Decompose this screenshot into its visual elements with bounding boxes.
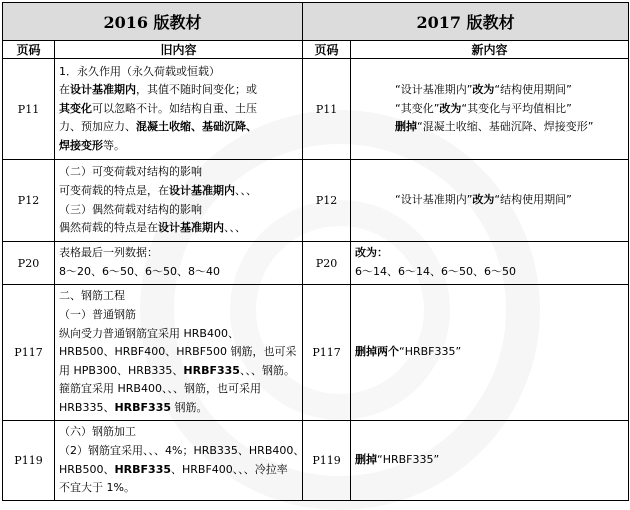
text-line <box>355 244 624 263</box>
bold-text: 混凝土收缩、基础沉降、 <box>136 120 257 134</box>
page-number-new: P117 <box>303 285 351 421</box>
comparison-table <box>2 2 629 501</box>
table-row <box>3 59 629 160</box>
new-content-cell <box>351 59 629 160</box>
page-number-new: P11 <box>303 59 351 160</box>
page-number-new: P119 <box>303 421 351 501</box>
page-column-header-2: 页码 <box>303 41 351 59</box>
new-edition-header: 2017 版教材 <box>303 3 629 41</box>
old-edition-header: 2016 版教材 <box>3 3 303 41</box>
text-line <box>395 81 624 100</box>
text-segment: “其变化与平均值相比” <box>461 101 572 115</box>
new-content-cell <box>351 160 629 242</box>
bold-text: 删掉两个 <box>355 345 400 359</box>
text-line <box>59 442 305 461</box>
text-segment: “HRBF335” <box>399 345 462 359</box>
bold-text: 其变化 <box>59 101 92 115</box>
text-segment: 等。 <box>103 138 125 152</box>
text-segment: 可以忽略不计。如结构自重、土压 <box>92 101 257 115</box>
text-segment: （六）钢筋加工 <box>59 425 136 439</box>
page-number-old: P20 <box>3 242 55 285</box>
column-header-row <box>3 41 629 59</box>
page-number-old: P12 <box>3 160 55 242</box>
text-line <box>59 263 299 282</box>
old-content-cell <box>55 59 303 160</box>
text-segment: 6～14、6～14、6～50、6～50 <box>355 265 516 278</box>
text-segment: 偶然荷载的特点是在 <box>59 221 158 235</box>
text-segment: 可变荷载的特点是，在 <box>59 183 169 197</box>
bold-text: HRBF335 <box>114 462 172 476</box>
text-line <box>59 399 299 418</box>
text-segment: （一）普通钢筋 <box>59 308 136 322</box>
text-segment: 表格最后一列数据： <box>59 246 158 260</box>
text-line <box>59 137 299 156</box>
bold-text: 删掉 <box>355 453 378 467</box>
bold-text: 删掉 <box>395 120 418 134</box>
text-segment: “结构使用期间” <box>494 83 572 97</box>
text-segment: （2）钢筋宜采用、、、4%；HRB335、HRB400、 <box>59 443 305 457</box>
bold-text: 改为 <box>439 101 462 115</box>
text-line <box>59 201 299 220</box>
edition-header-row <box>3 3 629 41</box>
text-segment: 二、钢筋工程 <box>59 289 125 303</box>
text-segment: 1．永久作用（永久荷载或恒载） <box>59 64 220 78</box>
text-line <box>59 219 299 238</box>
text-segment: “HRBF335” <box>377 453 440 467</box>
text-segment: “设计基准期内” <box>395 193 473 207</box>
text-line <box>59 287 299 306</box>
bold-text: HRBF335 <box>183 363 240 377</box>
old-content-cell <box>55 285 303 421</box>
table-row <box>3 242 629 285</box>
text-line <box>59 362 299 381</box>
text-line <box>59 306 299 325</box>
text-segment: 不宜大于 1%。 <box>59 481 135 495</box>
table-row <box>3 285 629 421</box>
bold-text: 设计基准期内 <box>70 83 136 97</box>
text-segment: 纵向受力普通钢筋宜采用 HRB400、 <box>59 326 239 340</box>
page-number-new: P12 <box>303 160 351 242</box>
text-line <box>59 343 299 362</box>
text-line <box>355 263 624 282</box>
text-line <box>59 461 299 480</box>
text-segment: 在 <box>59 83 70 97</box>
new-content-cell <box>351 242 629 285</box>
page-number-old: P119 <box>3 421 55 501</box>
text-line <box>59 81 299 100</box>
page-number-old: P11 <box>3 59 55 160</box>
text-segment: HRB500、 <box>59 462 115 476</box>
text-line <box>355 343 624 362</box>
page-number-new: P20 <box>303 242 351 285</box>
text-line <box>59 63 299 82</box>
text-segment: ，其值不随时间变化；或 <box>136 83 257 97</box>
text-line <box>59 423 299 442</box>
text-segment: 力、预加应力、 <box>59 120 136 134</box>
text-segment: “设计基准期内” <box>395 83 473 97</box>
text-line <box>59 100 299 119</box>
text-line <box>59 163 299 182</box>
bold-text: 设计基准期内 <box>169 183 235 197</box>
page-number-old: P117 <box>3 285 55 421</box>
text-segment: 、、、 <box>224 221 246 235</box>
bold-text: 改为 <box>472 193 495 207</box>
text-line <box>395 100 624 119</box>
bold-text: 改为 <box>472 83 495 97</box>
bold-text: 焊接变形 <box>59 138 103 152</box>
old-content-cell <box>55 242 303 285</box>
text-line <box>355 451 624 470</box>
text-segment: 、HRBF400、、、冷拉率 <box>171 462 288 476</box>
text-segment: 箍筋宜采用 HRB400、、、钢筋，也可采用 <box>59 382 261 396</box>
text-line <box>59 182 299 201</box>
text-line <box>59 479 299 498</box>
text-segment: HRB335、 <box>59 400 115 414</box>
bold-text: 改为： <box>355 246 389 260</box>
table-row <box>3 160 629 242</box>
text-segment: 8～20、6～50、6～50、8～40 <box>59 265 220 278</box>
table-row <box>3 421 629 501</box>
text-line <box>59 118 299 137</box>
text-segment: “混凝土收缩、基础沉降、焊接变形” <box>417 120 594 134</box>
text-segment: 、、、 <box>235 183 257 197</box>
new-content-column-header: 新内容 <box>351 41 629 59</box>
old-content-cell <box>55 421 303 501</box>
text-line <box>59 244 299 263</box>
new-content-cell <box>351 285 629 421</box>
text-segment: “结构使用期间” <box>494 193 572 207</box>
text-segment: 、、、钢筋。 <box>239 363 295 377</box>
page-column-header: 页码 <box>3 41 55 59</box>
text-line <box>59 325 299 344</box>
old-content-cell <box>55 160 303 242</box>
text-segment: 钢筋。 <box>171 400 208 414</box>
text-segment: （二）可变荷载对结构的影响 <box>59 165 202 179</box>
old-content-column-header: 旧内容 <box>55 41 303 59</box>
text-segment: HRB500、HRBF400、HRBF500 钢筋，也可采 <box>59 345 297 359</box>
text-segment: 用 HPB300、HRB335、 <box>59 363 184 377</box>
bold-text: 设计基准期内 <box>158 221 224 235</box>
bold-text: HRBF335 <box>114 400 172 414</box>
text-line <box>59 380 299 399</box>
new-content-cell <box>351 421 629 501</box>
text-segment: “其变化” <box>395 101 440 115</box>
text-line <box>395 191 624 210</box>
text-line <box>395 118 624 137</box>
text-segment: （三）偶然荷载对结构的影响 <box>59 202 202 216</box>
